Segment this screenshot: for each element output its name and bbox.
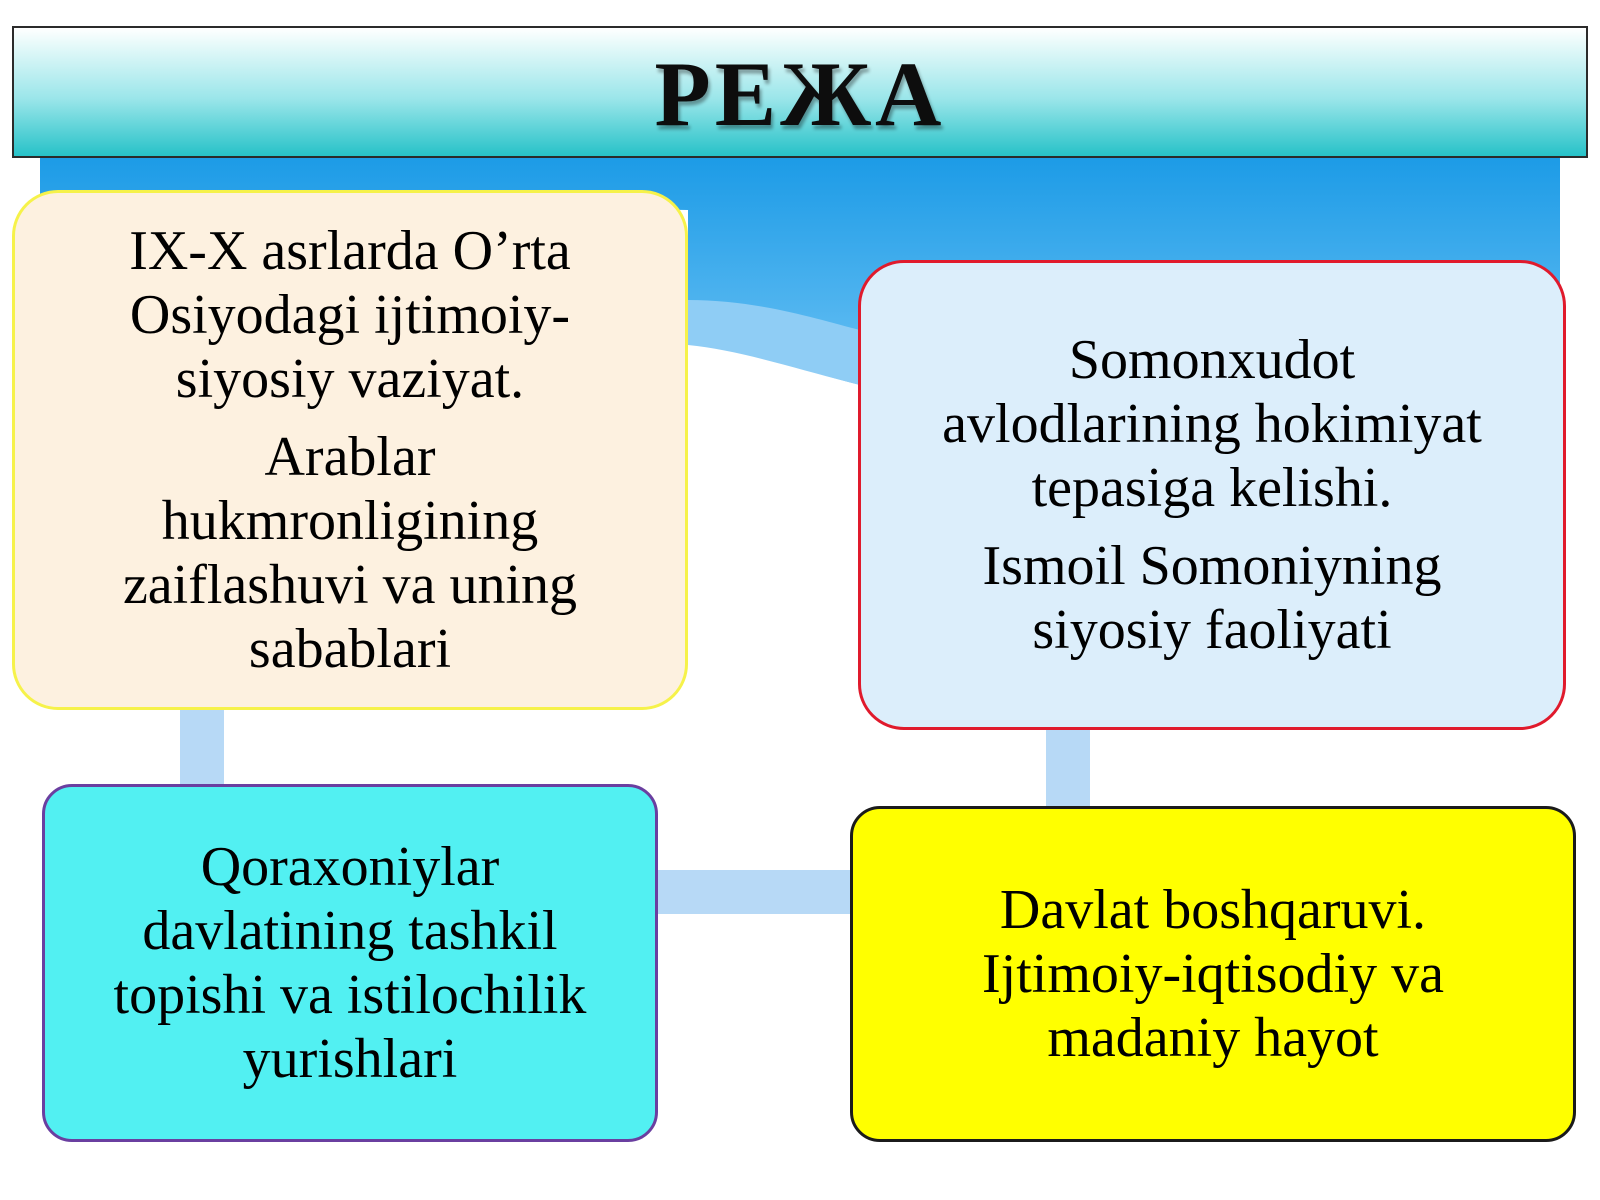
plan-item-1 xyxy=(12,190,688,710)
plan-item-1-line: sabablari xyxy=(248,618,452,680)
plan-item-4-line: madaniy hayot xyxy=(1047,1007,1379,1069)
page-title: РЕЖА xyxy=(654,43,946,145)
plan-item-1-line: IX-X asrlarda O’rta xyxy=(129,220,571,282)
plan-item-4-line: Ijtimoiy-iqtisodiy va xyxy=(982,943,1444,1005)
plan-item-2-paragraph-1 xyxy=(942,328,1482,520)
plan-item-1-line: zaiflashuvi va uning xyxy=(122,554,578,616)
plan-item-2-line: Ismoil Somoniyning xyxy=(982,535,1442,597)
plan-item-3-line: davlatining tashkil xyxy=(142,900,558,962)
plan-item-1-paragraph-2 xyxy=(123,425,577,681)
plan-item-1-line: hukmronligining xyxy=(161,490,539,552)
plan-item-3-paragraph-1 xyxy=(114,835,587,1091)
connector-right-vertical xyxy=(1046,730,1090,808)
plan-item-1-line: Arablar xyxy=(264,426,436,488)
connector-left-vertical xyxy=(180,710,224,786)
plan-item-4-paragraph-1 xyxy=(982,878,1444,1070)
plan-item-4-line: Davlat boshqaruvi. xyxy=(999,879,1427,941)
plan-item-2 xyxy=(858,260,1566,730)
plan-item-4 xyxy=(850,806,1576,1142)
plan-item-2-line: tepasiga kelishi. xyxy=(1031,457,1393,519)
plan-item-3-line: yurishlari xyxy=(242,1028,458,1090)
plan-item-1-line: Osiyodagi ijtimoiy- xyxy=(129,284,571,346)
title-bar xyxy=(12,26,1588,158)
plan-item-2-line: avlodlarining hokimiyat xyxy=(942,393,1482,455)
connector-bottom-horizontal xyxy=(658,870,852,914)
plan-item-3 xyxy=(42,784,658,1142)
plan-item-2-line: Somonxudot xyxy=(1068,329,1356,391)
plan-item-2-line: siyosiy faoliyati xyxy=(1032,599,1392,661)
plan-item-2-paragraph-2 xyxy=(983,534,1442,662)
plan-item-1-paragraph-1 xyxy=(129,219,571,411)
plan-item-3-line: topishi va istilochilik xyxy=(113,964,587,1026)
plan-item-3-line: Qoraxoniylar xyxy=(200,836,500,898)
plan-item-1-line: siyosiy vaziyat. xyxy=(175,348,525,410)
